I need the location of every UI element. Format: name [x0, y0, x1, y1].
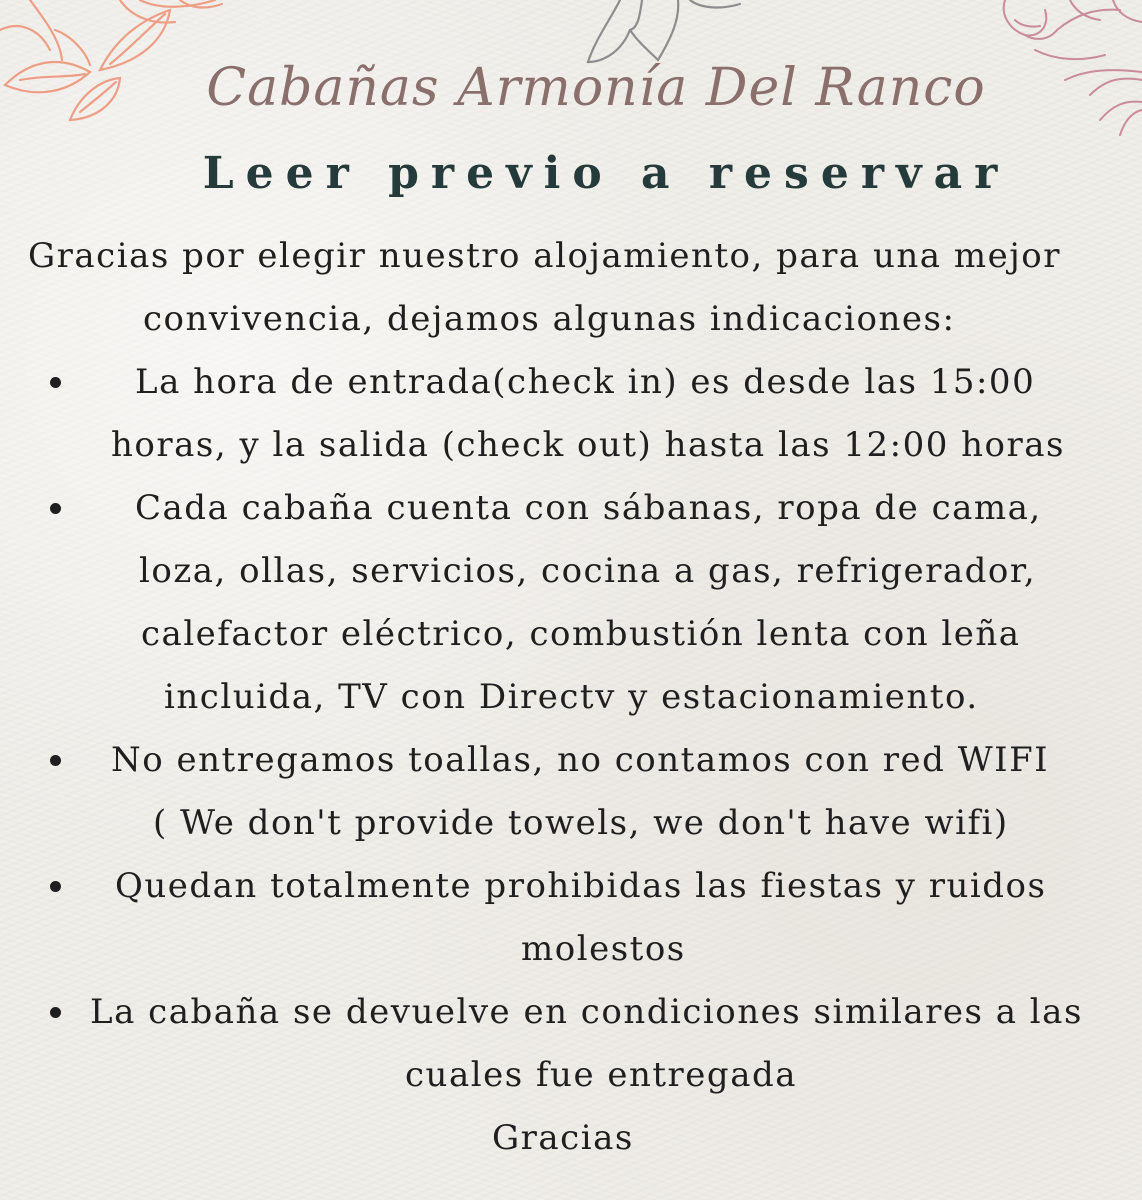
list-item-text: La cabaña se devuelve en condiciones similares a las: [90, 992, 1083, 1032]
bullet-icon: [50, 503, 61, 514]
bullet-icon: [50, 377, 61, 388]
brand-title: Cabañas Armonía Del Ranco: [206, 58, 986, 118]
intro-line: convivencia, dejamos algunas indicaciones:: [143, 299, 956, 339]
list-item-text: molestos: [521, 929, 686, 969]
list-item-text: Quedan totalmente prohibidas las fiestas y ruidos: [115, 866, 1047, 906]
closing-text: Gracias: [492, 1118, 634, 1158]
intro-line: Gracias por elegir nuestro alojamiento, para una mejor: [28, 236, 1061, 276]
bullet-icon: [50, 755, 61, 766]
list-item-text: loza, ollas, servicios, cocina a gas, refrigerador,: [139, 551, 1037, 591]
list-item-text: cuales fue entregada: [405, 1055, 797, 1095]
list-item-text: Cada cabaña cuenta con sábanas, ropa de cama,: [135, 488, 1042, 528]
list-item-text: ( We don't provide towels, we don't have wifi): [153, 803, 1009, 843]
list-item-text: calefactor eléctrico, combustión lenta con leña: [141, 614, 1021, 654]
list-item-text: horas, y la salida (check out) hasta las 12:00 horas: [111, 425, 1065, 465]
bullet-icon: [50, 1007, 61, 1018]
bullet-icon: [50, 881, 61, 892]
list-item-text: No entregamos toallas, no contamos con red WIFI: [111, 740, 1050, 780]
list-item-text: La hora de entrada(check in) es desde las 15:00: [135, 362, 1036, 402]
page-heading: Leer previo a reservar: [202, 148, 1010, 199]
list-item-text: incluida, TV con Directv y estacionamiento.: [164, 677, 979, 717]
